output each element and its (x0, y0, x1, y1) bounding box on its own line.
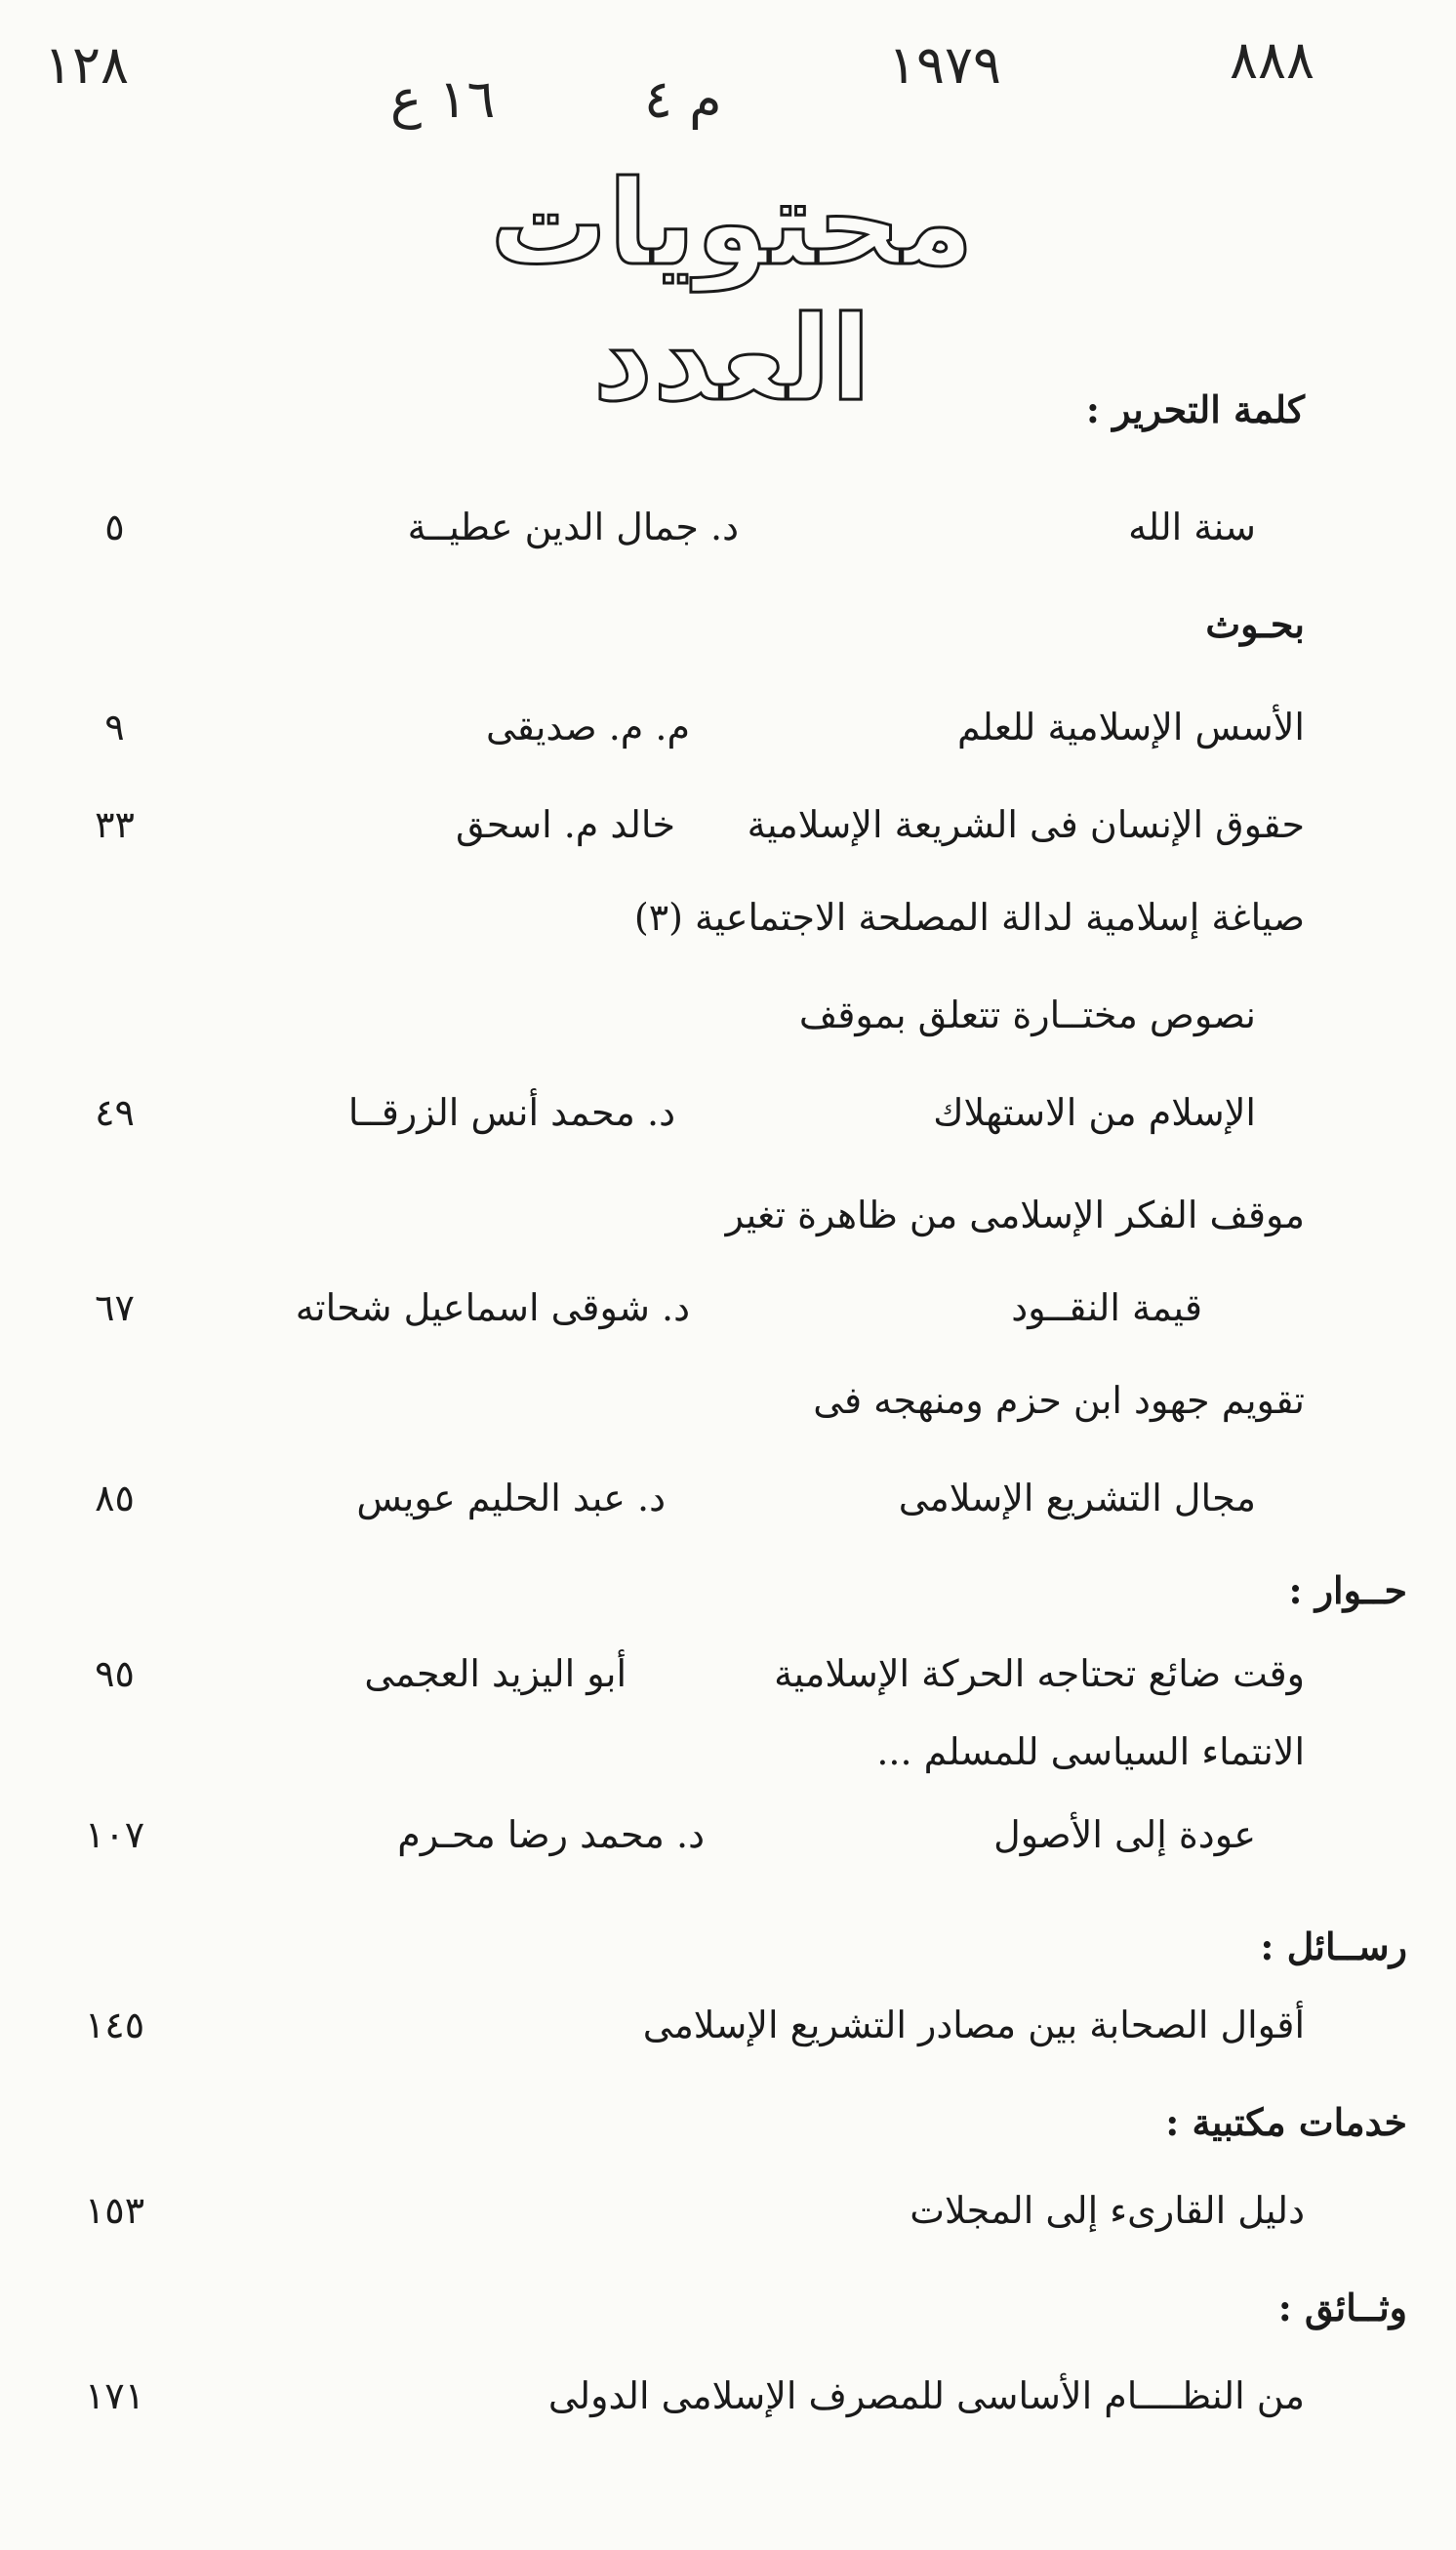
toc-entry[interactable] (0, 1635, 1456, 1713)
entry-title-line: نصوص مختــارة تتعلق بموقف (798, 993, 1256, 1036)
page-title: محتويات العدد (490, 156, 974, 427)
entry-title-line: قيمة النقــود (1011, 1286, 1202, 1329)
handwritten-issue: ١٦ ع (390, 68, 496, 130)
entry-title: وقت ضائع تحتاجه الحركة الإسلامية (774, 1652, 1305, 1695)
toc-entry[interactable] (0, 2171, 1456, 2249)
section-heading-library: خدمات مكتبية : (1165, 2100, 1407, 2144)
toc-entry-line[interactable] (0, 1713, 1456, 1791)
entry-page: ٨٥ (95, 1477, 135, 1519)
entry-title: أقوال الصحابة بين مصادر التشريع الإسلامى (642, 2004, 1305, 2046)
entry-title-line: الانتماء السياسى للمسلم ... (876, 1730, 1305, 1773)
entry-title-line: عودة إلى الأصول (993, 1813, 1256, 1856)
entry-author: د. شوقى اسماعيل شحاته (295, 1286, 690, 1329)
handwritten-volume: م ٤ (644, 68, 722, 130)
entry-page: ١٥٣ (84, 2189, 145, 2232)
entry-page: ١٠٧ (84, 1813, 145, 1856)
entry-author: د. محمد رضا محـرم (397, 1813, 705, 1856)
entry-title-line: الإسلام من الاستهلاك (933, 1091, 1256, 1134)
toc-entry-line[interactable] (0, 1361, 1456, 1439)
toc-entry-line[interactable] (0, 878, 1456, 956)
entry-title: سنة الله (1128, 506, 1256, 548)
entry-author: د. جمال الدين عطيــة (407, 506, 739, 548)
toc-entry[interactable] (0, 786, 1456, 864)
entry-page: ٣٣ (95, 803, 135, 846)
entry-page: ٤٩ (95, 1091, 135, 1134)
section-heading-theses: رســائل : (1260, 1924, 1407, 1968)
toc-entry[interactable] (0, 1986, 1456, 2064)
handwritten-code: ١٢٨ (44, 34, 130, 96)
toc-entry[interactable] (0, 1269, 1456, 1347)
section-heading-editorial: كلمة التحرير : (1085, 387, 1305, 431)
entry-author: د. عبد الحليم عويس (356, 1477, 666, 1519)
entry-author: أبو اليزيد العجمى (364, 1652, 627, 1695)
handwritten-ref: ٨٨٨ (1230, 29, 1315, 91)
entry-page: ١٤٥ (84, 2004, 145, 2046)
toc-entry-line[interactable] (0, 1176, 1456, 1254)
entry-title: دليل القارىء إلى المجلات (910, 2189, 1305, 2232)
section-heading-dialogue: حــوار : (1288, 1568, 1407, 1612)
entry-page: ١٧١ (84, 2374, 145, 2417)
entry-page: ٩٥ (95, 1652, 135, 1695)
toc-entry[interactable] (0, 1459, 1456, 1537)
entry-author: م. م. صديقى (485, 706, 690, 749)
entry-title-line: مجال التشريع الإسلامى (898, 1477, 1256, 1519)
toc-entry[interactable] (0, 688, 1456, 766)
toc-entry[interactable] (0, 488, 1456, 566)
entry-author: د. محمد أنس الزرقــا (347, 1091, 675, 1134)
entry-title-line: صياغة إسلامية لدالة المصلحة الاجتماعية (٣) (633, 896, 1305, 939)
entry-title-line: تقويم جهود ابن حزم ومنهجه فى (813, 1379, 1305, 1422)
entry-page: ٥ (104, 506, 125, 548)
handwritten-year: ١٩٧٩ (888, 34, 1002, 96)
toc-entry[interactable] (0, 1073, 1456, 1152)
entry-author: خالد م. اسحق (456, 803, 675, 846)
entry-title: الأسس الإسلامية للعلم (957, 706, 1305, 749)
toc-entry[interactable] (0, 2357, 1456, 2435)
toc-entry[interactable] (0, 1796, 1456, 1874)
entry-title: من النظــــام الأساسى للمصرف الإسلامى الدولى (547, 2374, 1305, 2417)
entry-title: حقوق الإنسان فى الشريعة الإسلامية (747, 803, 1305, 846)
entry-title-line: موقف الفكر الإسلامى من ظاهرة تغير (725, 1194, 1305, 1236)
section-heading-documents: وثــائق : (1277, 2286, 1407, 2329)
section-heading-research: بحـوث (1205, 602, 1305, 646)
toc-entry-line[interactable] (0, 976, 1456, 1054)
entry-page: ٩ (104, 706, 125, 749)
entry-page: ٦٧ (95, 1286, 135, 1329)
